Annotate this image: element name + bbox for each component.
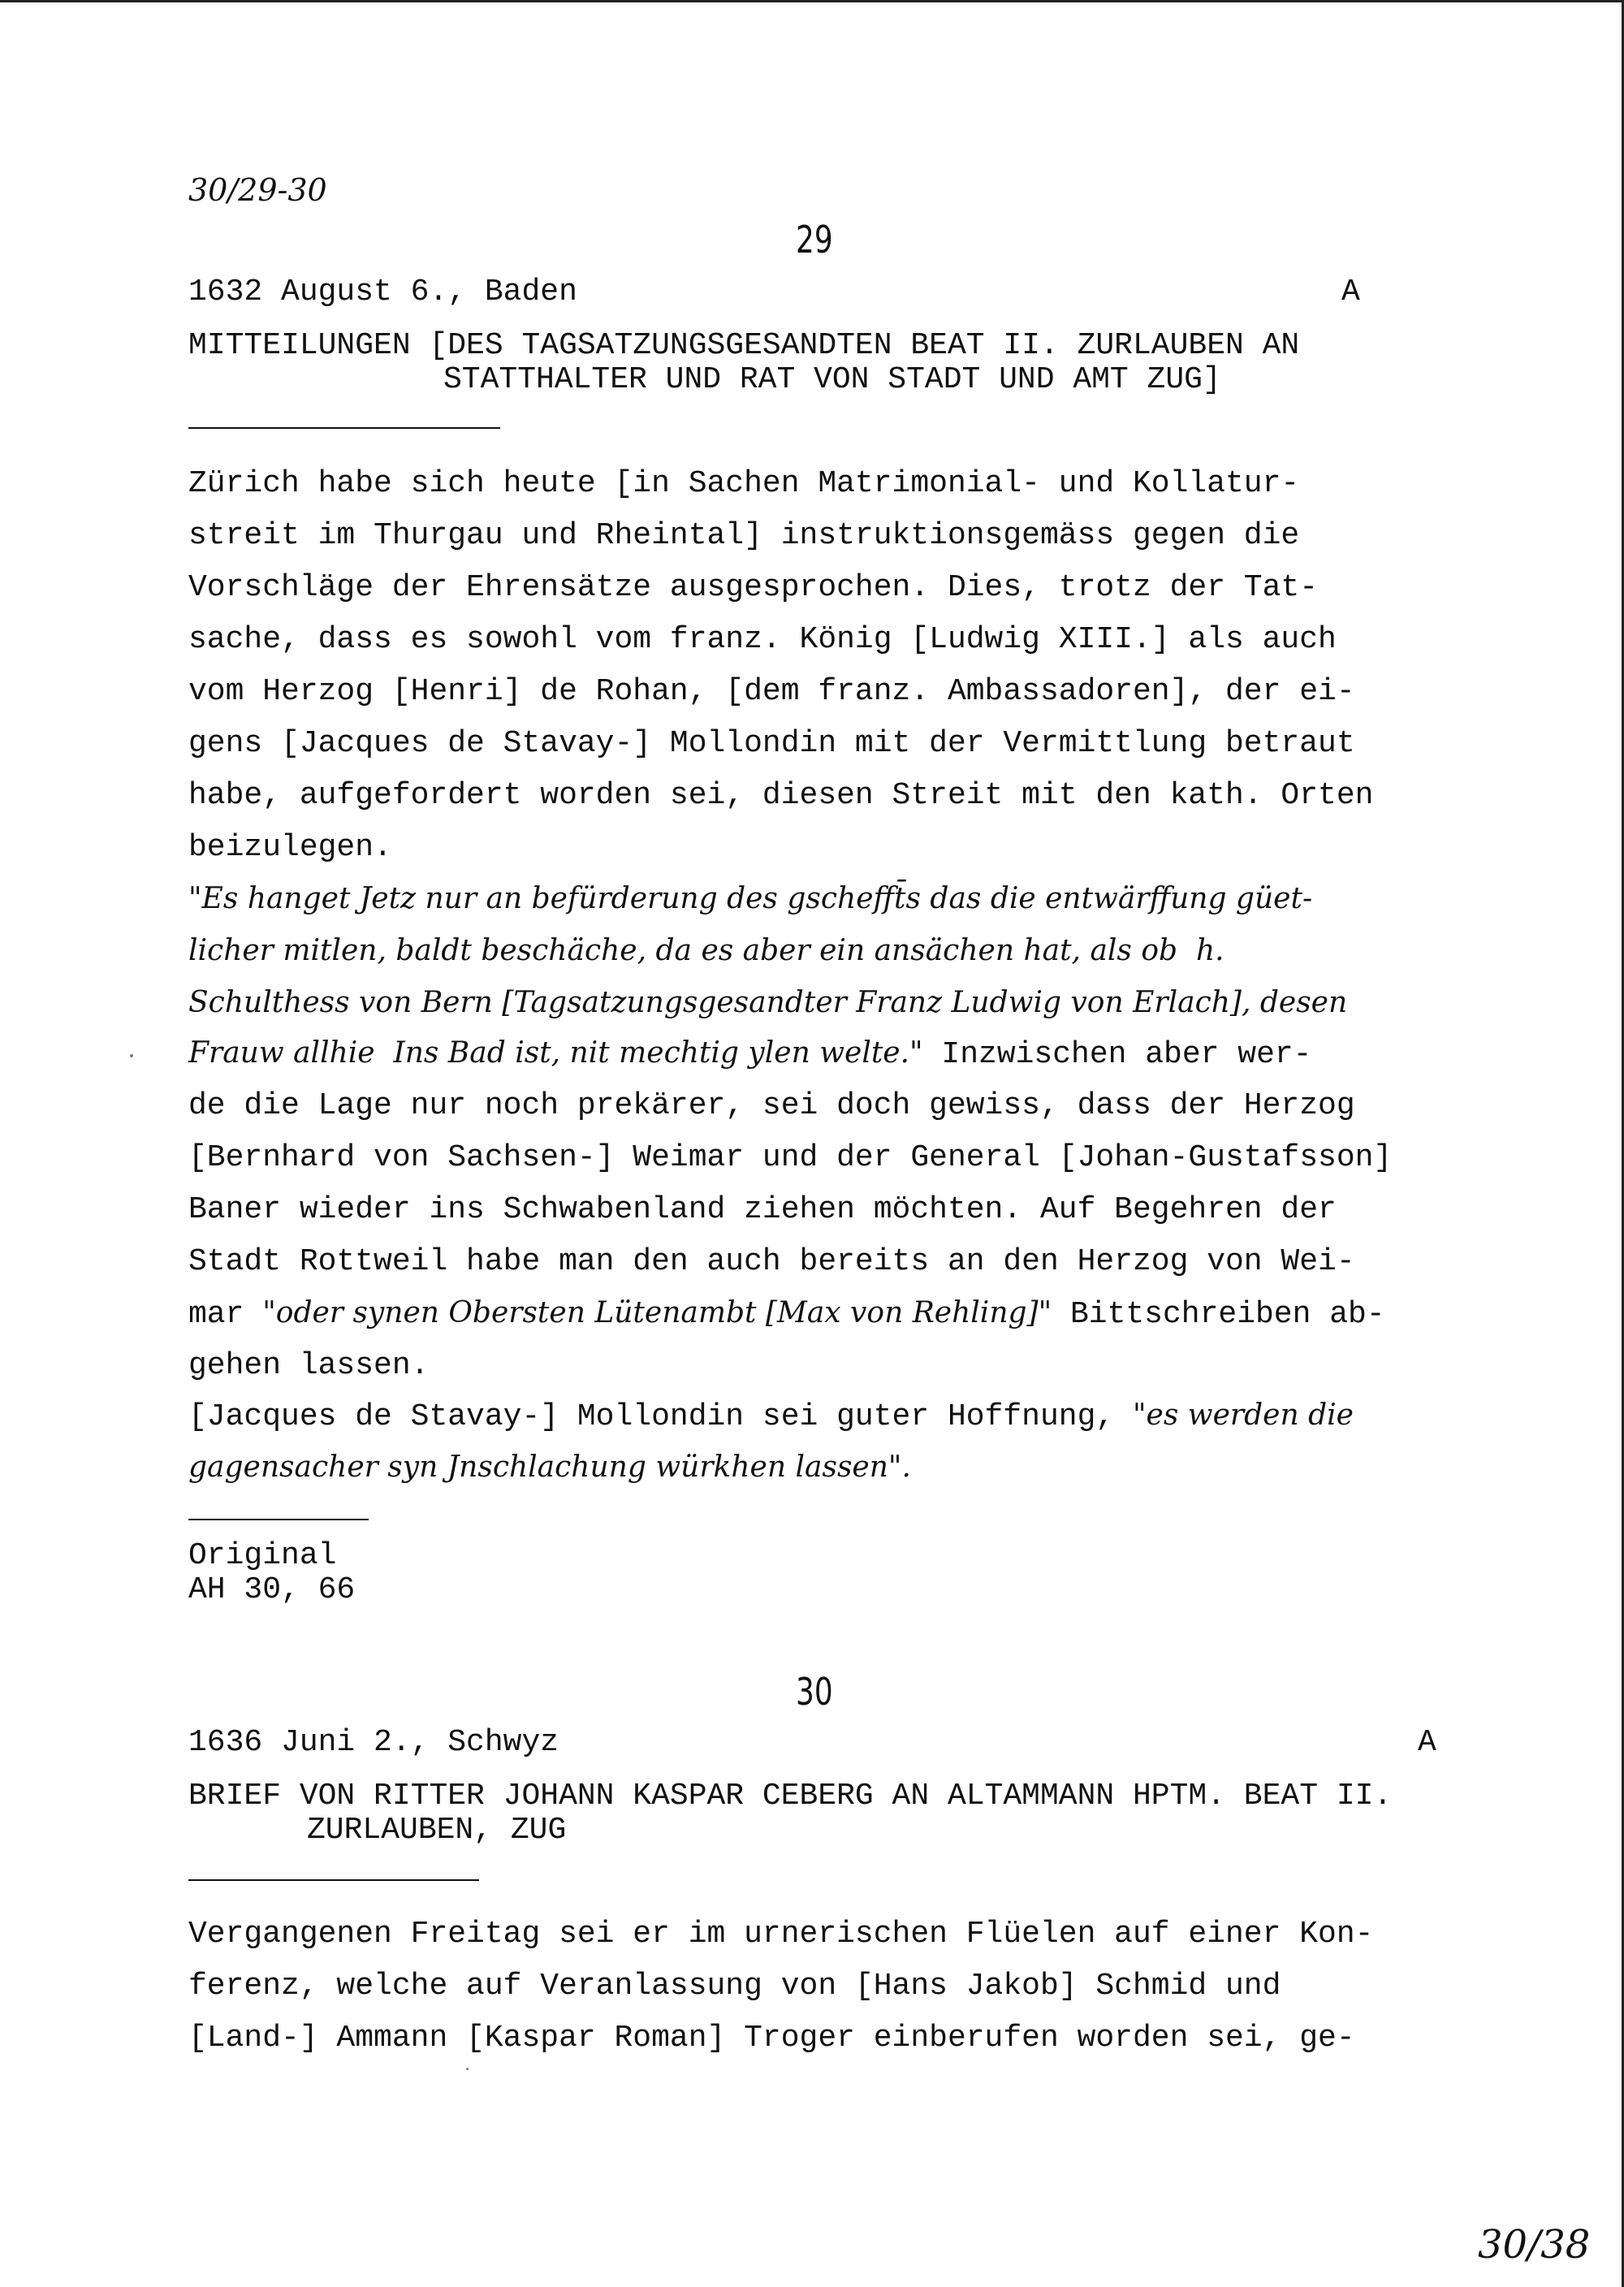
doc30-title-rule: [188, 1879, 479, 1881]
margin-speck: [130, 1054, 133, 1057]
doc29-body-line: gens [Jacques de Stavay-] Mollondin mit der Vermittlung betraut: [188, 726, 1355, 761]
doc29-body-line: beizulegen.: [188, 830, 392, 865]
doc29-mixed-line: [188, 1036, 1312, 1072]
doc29-body-line: habe, aufgefordert worden sei, diesen Streit mit den kath. Orten: [188, 778, 1374, 813]
doc29-quote-line: "Es hanget Jetz nur an befürderung des gschefft̄s das die entwärffung güet-: [188, 882, 1313, 915]
doc29-quote-line: gagensacher syn Jnschlachung würkhen lassen".: [188, 1450, 911, 1484]
doc29-source-ref: AH 30, 66: [188, 1572, 356, 1607]
doc29-source-label: Original: [188, 1538, 337, 1573]
doc29-quote-continuation: Inzwischen aber wer-: [922, 1037, 1312, 1072]
doc29-quote: "oder synen Obersten Lütenambt [Max von Rehling]": [262, 1296, 1052, 1329]
doc29-body-line: gehen lassen.: [188, 1348, 430, 1383]
doc29-quote-line: licher mitlen, baldt beschäche, da es aber ein ansächen hat, als ob h.: [188, 934, 1224, 967]
doc29-title-line-2: STATTHALTER UND RAT VON STADT UND AMT ZUG]: [443, 362, 1221, 397]
doc29-body-line: streit im Thurgau und Rheintal] instruktionsgemäss gegen die: [188, 518, 1300, 553]
doc29-quote: "es werden die: [1133, 1399, 1354, 1432]
doc29-text: [Jacques de Stavay-] Mollondin sei guter Hoffnung,: [188, 1399, 1133, 1434]
doc29-text: mar: [188, 1297, 263, 1332]
doc29-body-line: [Bernhard von Sachsen-] Weimar und der General [Johan-Gustafsson]: [188, 1140, 1393, 1175]
doc29-text: Bittschreiben ab-: [1052, 1297, 1385, 1332]
doc30-grade: A: [1418, 1725, 1436, 1760]
doc29-title-rule: [188, 427, 500, 429]
doc30-title-line-2: ZURLAUBEN, ZUG: [307, 1813, 567, 1848]
handwritten-folio-note: 30/38: [1478, 2222, 1591, 2268]
doc29-body-line: Vorschläge der Ehrensätze ausgesprochen. Dies, trotz der Tat-: [188, 570, 1319, 605]
document-number-29: 29: [796, 218, 833, 262]
doc29-mixed-line: [188, 1399, 1354, 1434]
doc29-body-line: de die Lage nur noch prekärer, sei doch gewiss, dass der Herzog: [188, 1088, 1355, 1123]
doc29-quote-end: Frauw allhie Ins Bad ist, nit mechtig ylen welte.": [188, 1036, 923, 1070]
doc30-title-line-1: BRIEF VON RITTER JOHANN KASPAR CEBERG AN ALTAMMANN HPTM. BEAT II.: [188, 1779, 1393, 1814]
doc29-mixed-line: [188, 1296, 1385, 1332]
scan-edge-top: [0, 0, 1624, 2]
doc29-body-line: Zürich habe sich heute [in Sachen Matrimonial- und Kollatur-: [188, 466, 1300, 501]
doc29-body-line: Baner wieder ins Schwabenland ziehen möchten. Auf Begehren der: [188, 1192, 1337, 1227]
doc30-date-place: 1636 Juni 2., Schwyz: [188, 1725, 559, 1760]
doc29-title-line-1: MITTEILUNGEN [DES TAGSATZUNGSGESANDTEN BEAT II. ZURLAUBEN AN: [188, 328, 1300, 363]
doc29-quote-line: Schulthess von Bern [Tagsatzungsgesandter Franz Ludwig von Erlach], desen: [188, 986, 1348, 1019]
document-number-30: 30: [796, 1670, 833, 1714]
doc30-body-line: Vergangenen Freitag sei er im urnerischen Flüelen auf einer Kon-: [188, 1917, 1374, 1952]
doc30-body-line: ferenz, welche auf Veranlassung von [Hans Jakob] Schmid und: [188, 1969, 1281, 2004]
doc29-grade: A: [1341, 275, 1360, 309]
doc29-body-line: sache, dass es sowohl vom franz. König [Ludwig XIII.] als auch: [188, 622, 1337, 657]
doc30-body-line: [Land-] Ammann [Kaspar Roman] Troger einberufen worden sei, ge-: [188, 2021, 1355, 2056]
doc29-body-line: vom Herzog [Henri] de Rohan, [dem franz. Ambassadoren], der ei-: [188, 674, 1355, 709]
doc29-body-line: Stadt Rottweil habe man den auch bereits an den Herzog von Wei-: [188, 1244, 1355, 1279]
page-speck: [466, 2068, 469, 2070]
doc29-date-place: 1632 August 6., Baden: [188, 275, 577, 309]
reference-code: 30/29-30: [188, 172, 327, 208]
doc29-source-rule: [188, 1519, 369, 1520]
